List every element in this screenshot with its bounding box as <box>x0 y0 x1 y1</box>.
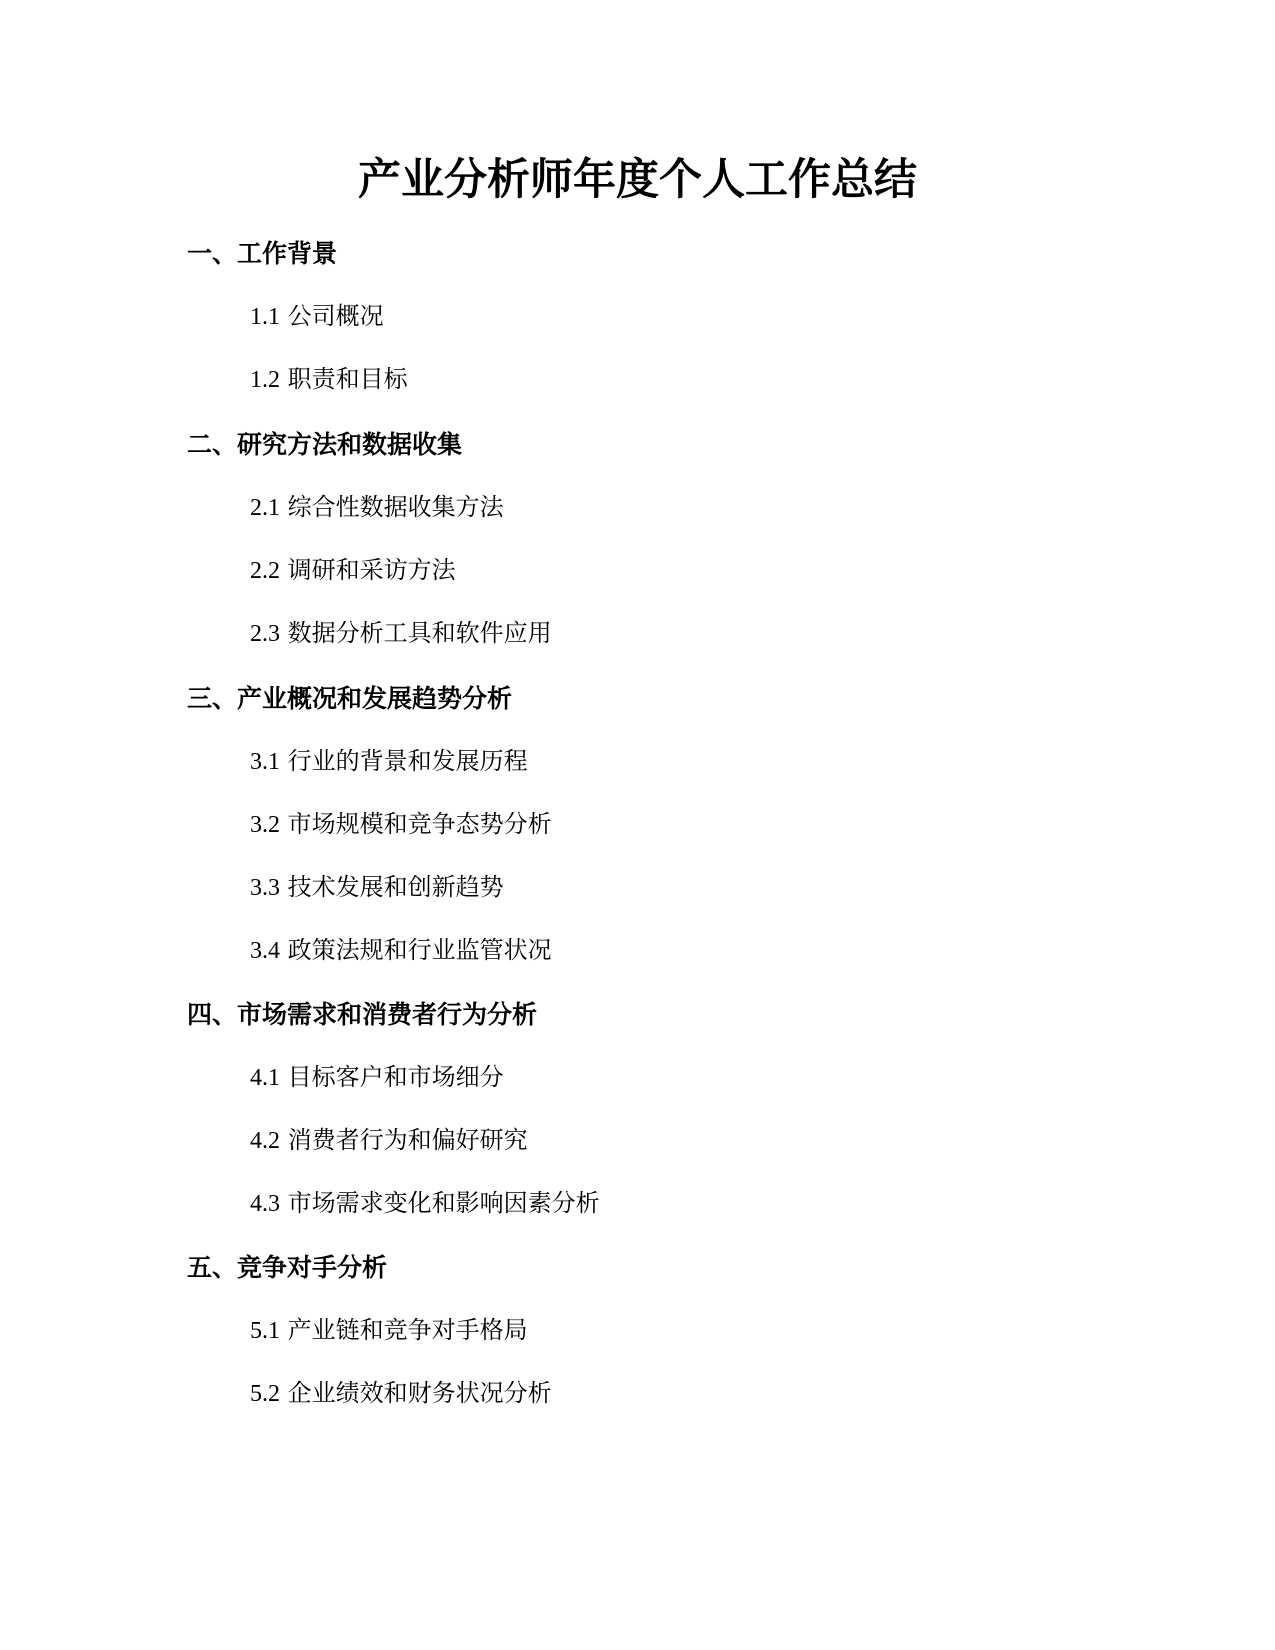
item-number: 3.2 <box>250 812 280 838</box>
item-text: 调研和采访方法 <box>287 556 456 584</box>
list-item <box>250 1123 528 1158</box>
section-heading-1: 一、工作背景 <box>187 239 338 268</box>
item-number: 3.4 <box>250 938 280 964</box>
item-text: 目标客户和市场细分 <box>287 1063 504 1091</box>
item-number: 2.2 <box>250 558 280 584</box>
item-number: 5.2 <box>250 1381 280 1407</box>
item-text: 市场规模和竞争态势分析 <box>287 810 552 838</box>
list-item <box>250 553 456 588</box>
item-number: 4.2 <box>250 1128 280 1154</box>
item-text: 职责和目标 <box>287 365 408 393</box>
list-item <box>250 1060 504 1095</box>
section-heading-3: 三、产业概况和发展趋势分析 <box>187 684 513 713</box>
list-item <box>250 1376 552 1411</box>
list-item <box>250 933 552 968</box>
item-number: 3.1 <box>250 749 280 775</box>
item-text: 消费者行为和偏好研究 <box>287 1126 528 1154</box>
list-item <box>250 299 384 334</box>
list-item <box>250 744 528 779</box>
item-number: 2.3 <box>250 621 280 647</box>
item-text: 产业链和竞争对手格局 <box>287 1316 528 1344</box>
item-text: 综合性数据收集方法 <box>287 493 504 521</box>
item-number: 4.1 <box>250 1065 280 1091</box>
item-number: 4.3 <box>250 1191 280 1217</box>
item-number: 1.2 <box>250 367 280 393</box>
item-number: 1.1 <box>250 304 280 330</box>
list-item <box>250 490 504 525</box>
item-number: 2.1 <box>250 495 280 521</box>
item-text: 公司概况 <box>287 302 384 330</box>
list-item <box>250 616 552 651</box>
section-heading-4: 四、市场需求和消费者行为分析 <box>187 1000 538 1029</box>
item-text: 行业的背景和发展历程 <box>287 747 528 775</box>
list-item <box>250 870 504 905</box>
item-text: 数据分析工具和软件应用 <box>287 619 552 647</box>
list-item <box>250 362 408 397</box>
item-number: 3.3 <box>250 875 280 901</box>
item-text: 技术发展和创新趋势 <box>287 873 504 901</box>
item-text: 政策法规和行业监管状况 <box>287 936 552 964</box>
list-item <box>250 1186 600 1221</box>
list-item <box>250 1313 528 1348</box>
section-heading-2: 二、研究方法和数据收集 <box>187 430 463 459</box>
page-title: 产业分析师年度个人工作总结 <box>358 155 917 205</box>
item-text: 企业绩效和财务状况分析 <box>287 1379 552 1407</box>
section-heading-5: 五、竞争对手分析 <box>187 1253 388 1282</box>
list-item <box>250 807 552 842</box>
item-text: 市场需求变化和影响因素分析 <box>287 1189 600 1217</box>
item-number: 5.1 <box>250 1318 280 1344</box>
